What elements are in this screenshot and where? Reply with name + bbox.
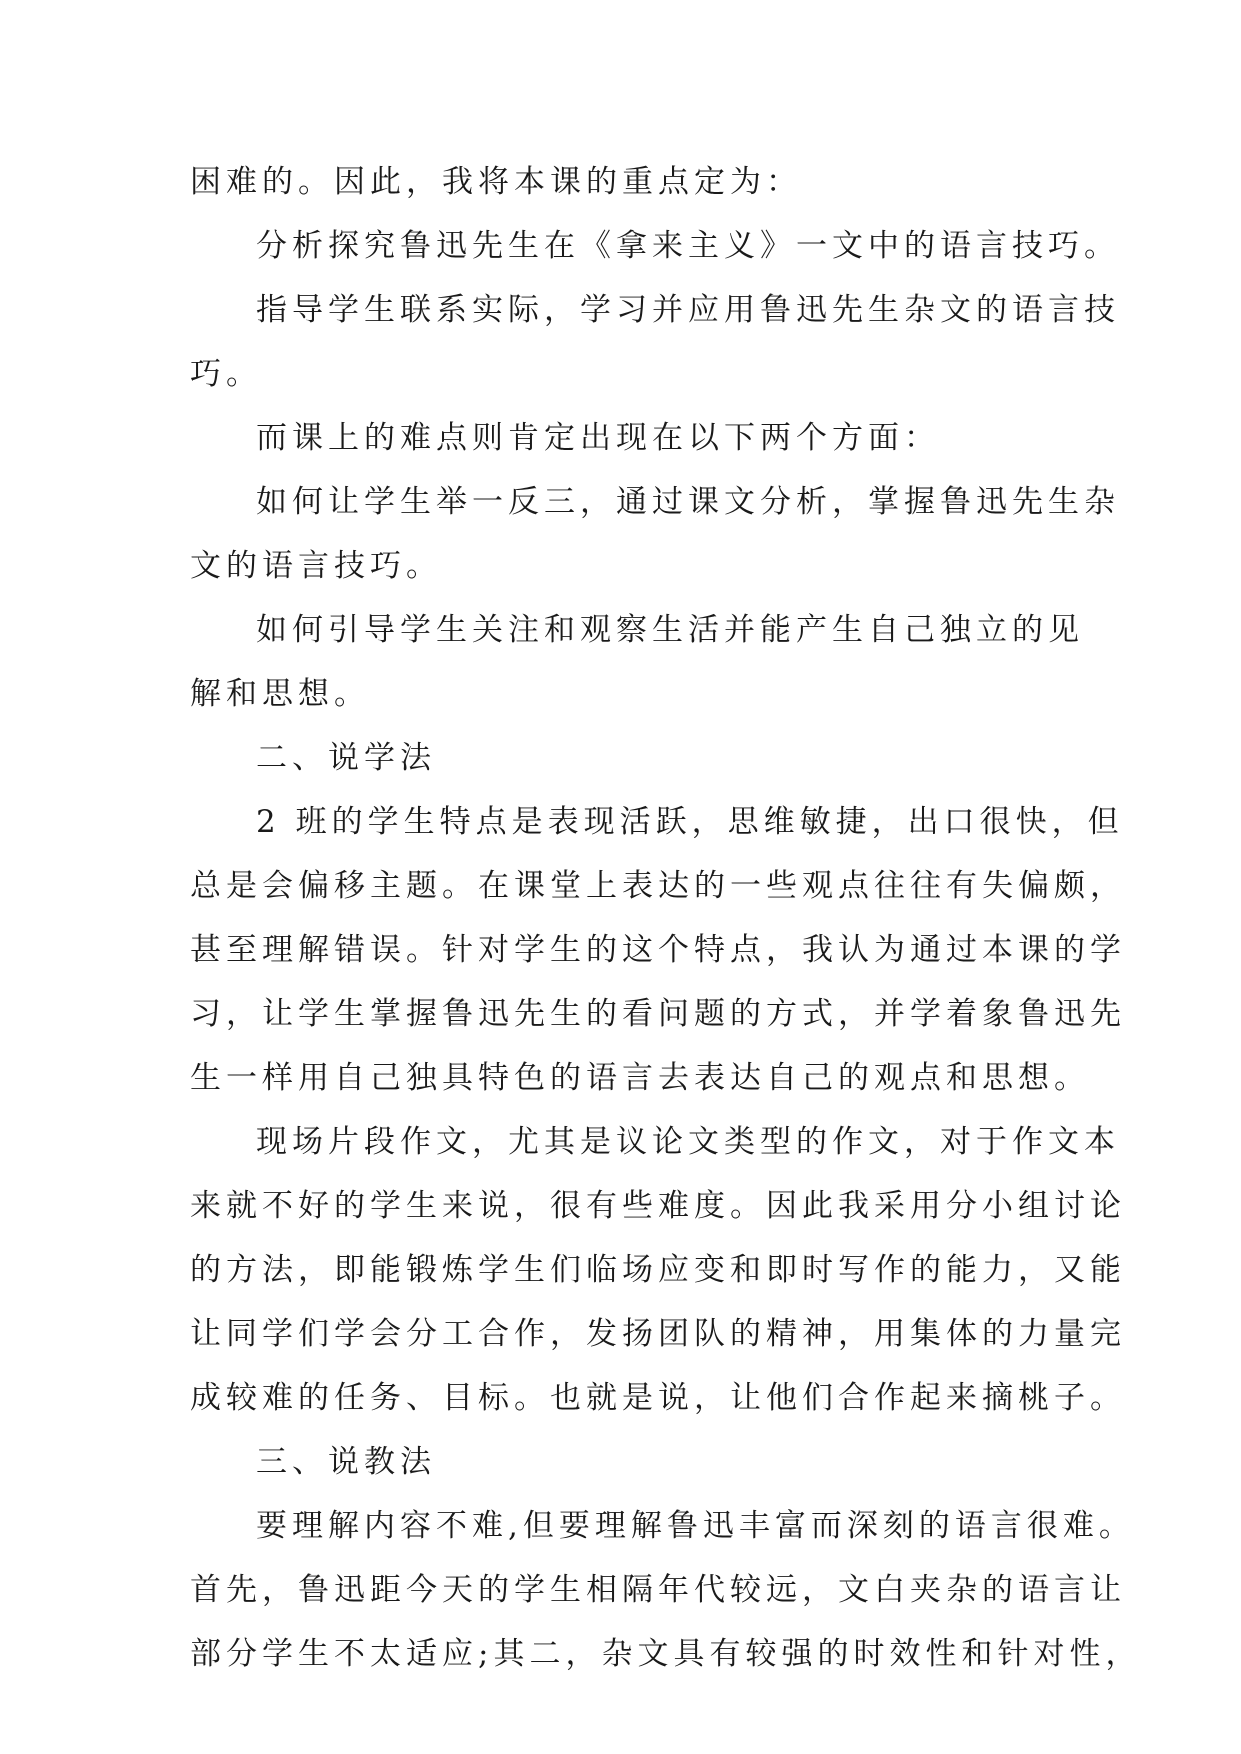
section-heading: 三、说教法 bbox=[256, 1444, 436, 1480]
text-line: 甚至理解错误。针对学生的这个特点，我认为通过本课的学 bbox=[190, 932, 1126, 968]
text-line: 部分学生不太适应;其二，杂文具有较强的时效性和针对性， bbox=[190, 1636, 1142, 1672]
text-line: 让同学们学会分工合作，发扬团队的精神，用集体的力量完 bbox=[190, 1316, 1126, 1352]
text-line: 如何让学生举一反三，通过课文分析，掌握鲁迅先生杂 bbox=[256, 484, 1120, 520]
text-line: 成较难的任务、目标。也就是说，让他们合作起来摘桃子。 bbox=[190, 1380, 1126, 1416]
text-line: 指导学生联系实际，学习并应用鲁迅先生杂文的语言技 bbox=[256, 292, 1120, 328]
text-line: 巧。 bbox=[190, 356, 262, 392]
text-line: 的方法，即能锻炼学生们临场应变和即时写作的能力，又能 bbox=[190, 1252, 1126, 1288]
text-line: 如何引导学生关注和观察生活并能产生自己独立的见 bbox=[256, 612, 1084, 648]
text-line: 总是会偏移主题。在课堂上表达的一些观点往往有失偏颇， bbox=[190, 868, 1126, 904]
text-line: 2 班的学生特点是表现活跃，思维敏捷，出口很快，但 bbox=[256, 804, 1124, 840]
text-line: 分析探究鲁迅先生在《拿来主义》一文中的语言技巧。 bbox=[256, 228, 1120, 264]
text-line: 而课上的难点则肯定出现在以下两个方面： bbox=[256, 420, 940, 456]
text-line: 来就不好的学生来说，很有些难度。因此我采用分小组讨论 bbox=[190, 1188, 1126, 1224]
text-line: 习，让学生掌握鲁迅先生的看问题的方式，并学着象鲁迅先 bbox=[190, 996, 1126, 1032]
text-line: 首先，鲁迅距今天的学生相隔年代较远，文白夹杂的语言让 bbox=[190, 1572, 1126, 1608]
text-line: 要理解内容不难,但要理解鲁迅丰富而深刻的语言很难。 bbox=[256, 1508, 1135, 1544]
text-line: 困难的。因此，我将本课的重点定为： bbox=[190, 164, 802, 200]
section-heading: 二、说学法 bbox=[256, 740, 436, 776]
text-line: 生一样用自己独具特色的语言去表达自己的观点和思想。 bbox=[190, 1060, 1090, 1096]
text-line: 现场片段作文，尤其是议论文类型的作文，对于作文本 bbox=[256, 1124, 1120, 1160]
text-line: 解和思想。 bbox=[190, 676, 370, 712]
text-line: 文的语言技巧。 bbox=[190, 548, 442, 584]
